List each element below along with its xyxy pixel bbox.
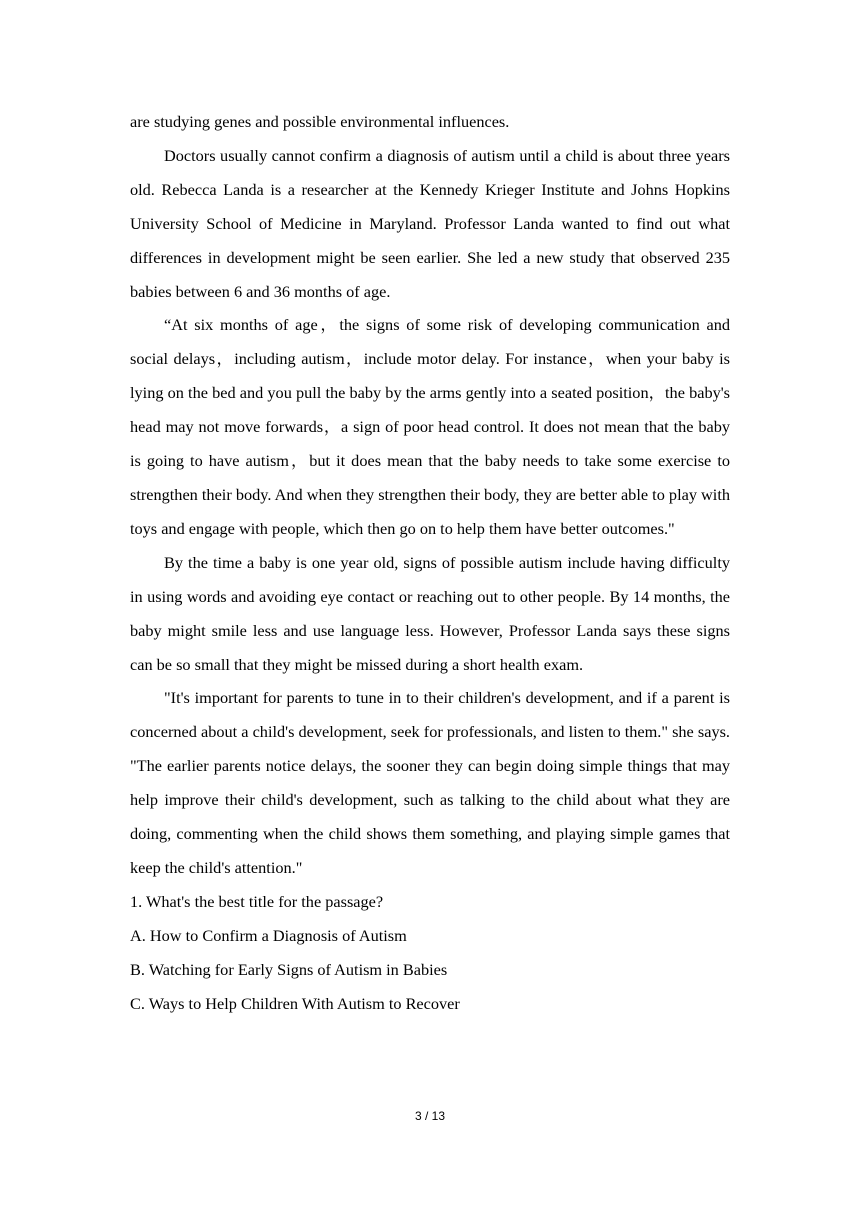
passage-body (130, 105, 730, 1020)
passage-paragraph: are studying genes and possible environmental influences. (130, 112, 510, 131)
answer-option-c: C. Ways to Help Children With Autism to Recover (130, 993, 460, 1013)
passage-paragraph: By the time a baby is one year old, signs of possible autism include having difficulty in using words and avoiding eye contact or reaching out to other people. By 14 months, the baby might smile less and use language less. However, Professor Landa says these signs can be so small that they might be missed during a short health exam. (130, 552, 730, 674)
page-number: 3 / 13 (414, 1109, 446, 1123)
passage-paragraph: Doctors usually cannot confirm a diagnosis of autism until a child is about three years old. Rebecca Landa is a researcher at the Kennedy Krieger Institute and Johns Hopkins University School of Medicine in Maryland. Professor Landa wanted to find out what differences in development might be seen earlier. She led a new study that observed 235 babies between 6 and 36 months of age. (130, 145, 730, 301)
answer-option-a: A. How to Confirm a Diagnosis of Autism (130, 925, 407, 945)
question-stem: 1. What's the best title for the passage? (130, 891, 384, 911)
passage-paragraph: “At six months of age，the signs of some risk of developing communication and social delays，including autism，include motor delay. For instance，when your baby is lying on the bed and you pull the baby by the arms gently into a seated position，the baby's head may not move forwards，a sign of poor head control. It does not mean that the baby is going to have autism，but it does mean that the baby needs to take some exercise to strengthen their body. And when they strengthen their body, they are better able to play with toys and engage with people, which then go on to help them have better outcomes." (130, 315, 730, 538)
answer-option-b: B. Watching for Early Signs of Autism in Babies (130, 959, 448, 979)
passage-paragraph: "It's important for parents to tune in to their children's development, and if a parent is concerned about a child's development, seek for professionals, and listen to them." she says. "The earlier parents notice delays, the sooner they can begin doing simple things that may help improve their child's development, such as talking to the child about what they are doing, commenting when the child shows them something, and playing simple games that keep the child's attention." (130, 688, 730, 877)
